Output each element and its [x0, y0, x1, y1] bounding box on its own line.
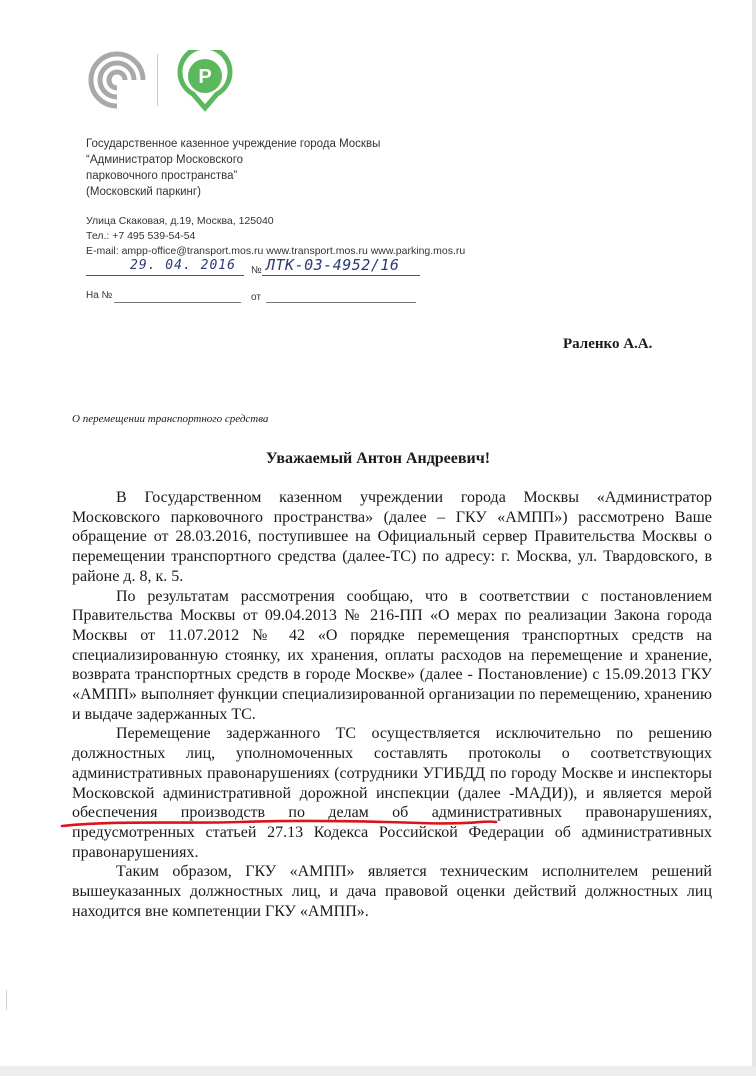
- logo-divider: [157, 54, 158, 106]
- reference-row: [86, 290, 426, 306]
- number-line: [262, 275, 420, 276]
- scan-mark: [6, 990, 7, 1010]
- org-line: “Администратор Московского: [86, 154, 244, 166]
- letterhead-logos: [86, 50, 236, 112]
- number-label: №: [251, 265, 262, 276]
- concentric-arcs-icon: [86, 50, 148, 112]
- paragraph: Перемещение задержанного ТС осуществляется исключительно по решению должностных лиц, уполномоченных составлять протоколы о соответствующих административных правонарушениях (сотрудники УГИБДД по городу Москве и инспекторы Московской административной дорожной инспекции (далее -МАДИ)), и является мерой обеспечения производств по делам об административных правонарушениях, предусмотренных статьей 27.13 Кодекса Российской Федерации об административных правонарушениях.: [72, 725, 712, 861]
- parking-letter: P: [198, 66, 212, 88]
- organization-name: [86, 136, 380, 200]
- street-address: Улица Скаковая, д.19, Москва, 125040: [86, 215, 274, 227]
- date-line: [86, 275, 244, 276]
- org-line: парковочного пространства”: [86, 170, 238, 182]
- paragraph: В Государственном казенном учреждении города Москвы «Администратор Московского парковочного пространства» (далее – ГКУ «АМПП») рассмотрено Ваше обращение от 28.03.2016, поступившее на Официальный сервер Правительства Москвы о перемещении транспортного средства (далее-ТС) по адресу: г. Москва, ул. Твардовского, в районе д. 8, к. 5.: [72, 489, 712, 585]
- letter-body: [72, 488, 712, 921]
- reference-number-line: [114, 302, 241, 303]
- registration-row: [86, 258, 426, 280]
- paragraph: По результатам рассмотрения сообщаю, что в соответствии с постановлением Правительства Москвы от 09.04.2013 № 216-ПП «О мерах по реализации Закона города Москвы от 11.07.2012 № 42 «О порядке перемещения транспортных средств на специализированную стоянку, их хранения, оплаты расходов на перемещение и хранение, возврата транспортных средств в городе Москве» (далее - Постановление) с 15.09.2013 ГКУ «АМПП» выполняет функции специализированной организации по перемещению, хранению и выдаче задержанных ТС.: [72, 587, 712, 723]
- reference-date-line: [266, 302, 416, 303]
- parking-pin-icon: [175, 50, 235, 112]
- reference-date-label: от: [251, 292, 261, 303]
- org-line: (Московский паркинг): [86, 186, 201, 198]
- paragraph: Таким образом, ГКУ «АМПП» является техническим исполнителем решений вышеуказанных должностных лиц, и дача правовой оценки действий должностных лиц находится вне компетенции ГКУ «АМПП».: [72, 863, 712, 920]
- contact-block: [86, 214, 465, 259]
- reference-number-label: На №: [86, 290, 113, 301]
- org-line: Государственное казенное учреждение города Москвы: [86, 138, 381, 150]
- addressee: Раленко А.А.: [563, 336, 653, 352]
- phone: Тел.: +7 495 539-54-54: [86, 230, 196, 242]
- red-handwritten-underline: [60, 818, 500, 830]
- subject-line: О перемещении транспортного средства: [72, 413, 269, 425]
- registration-date: 29. 04. 2016: [130, 258, 236, 273]
- greeting: Уважаемый Антон Андреевич!: [265, 450, 491, 467]
- registration-number: ЛТК-03-4952/16: [266, 256, 400, 274]
- page-right-edge: [752, 0, 756, 1076]
- page-bottom-edge: [0, 1066, 756, 1076]
- email-and-sites: E-mail: ampp-office@transport.mos.ru www.transport.mos.ru www.parking.mos.ru: [86, 245, 466, 257]
